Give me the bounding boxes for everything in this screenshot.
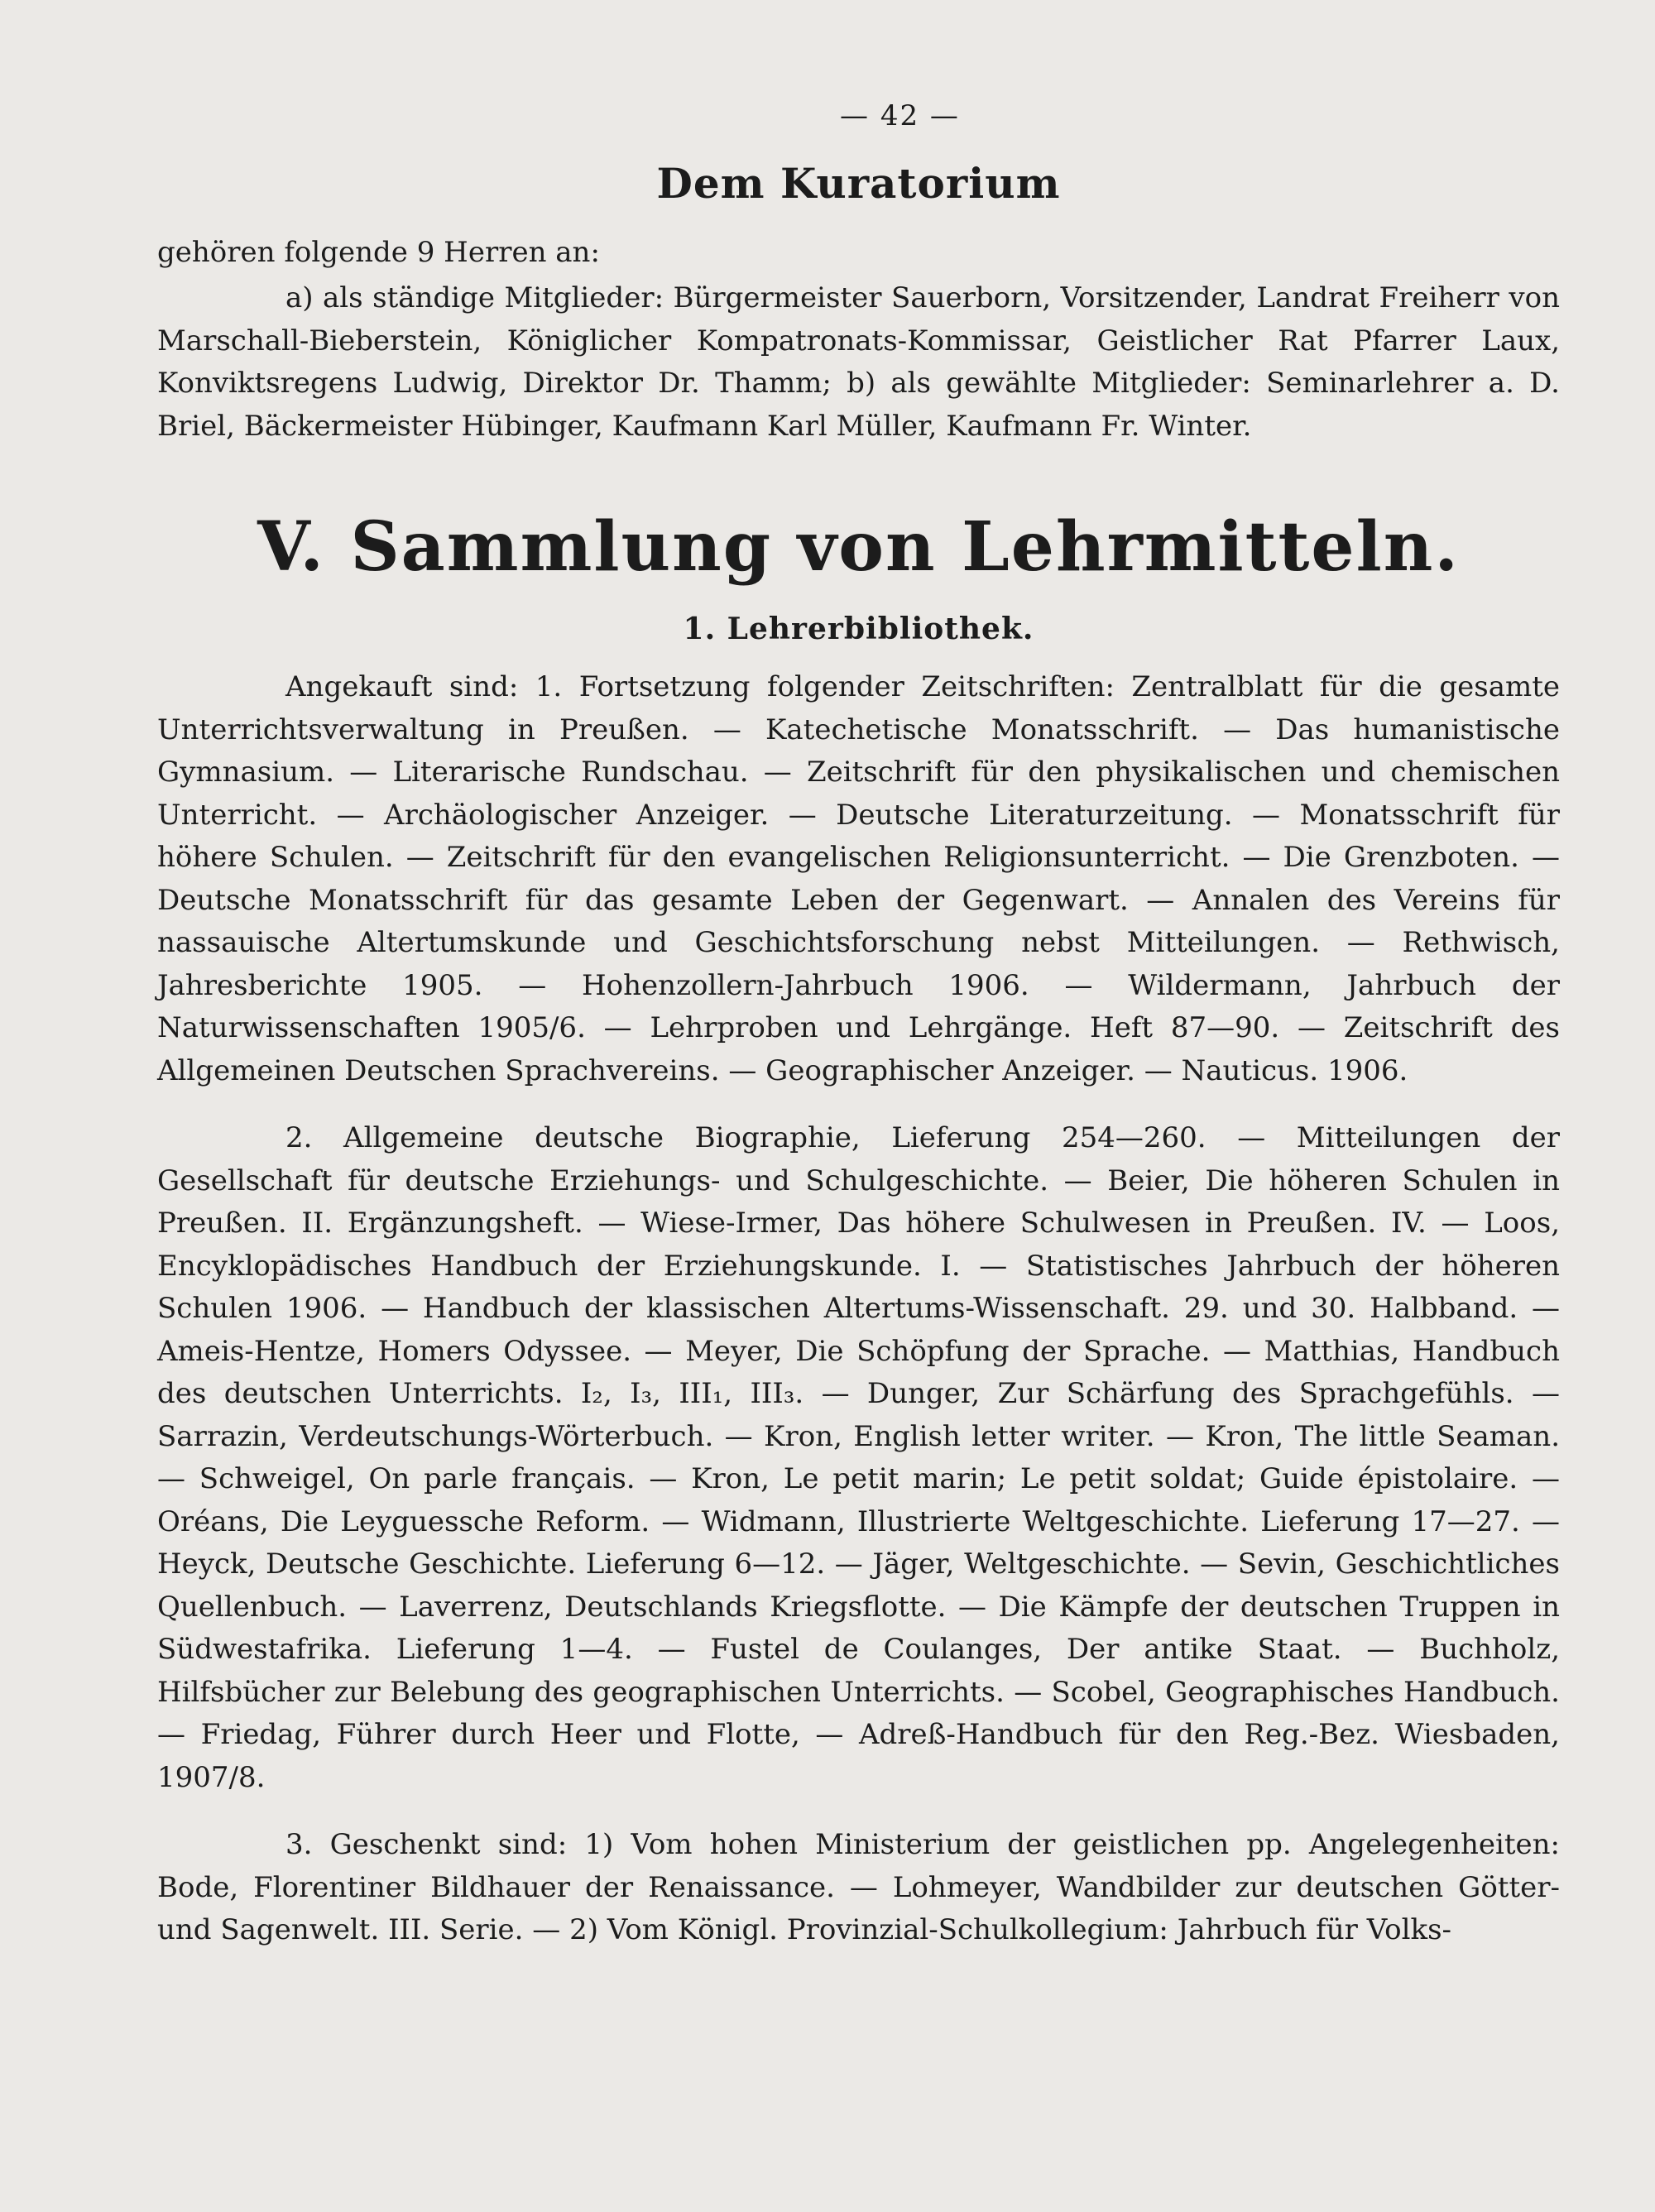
- page-content: [157, 99, 1560, 1952]
- kuratorium-members-paragraph: a) als ständige Mitglieder: Bürgermeister Sauerborn, Vorsitzender, Landrat Freiherr von Marschall-Bieberstein, Königlicher Kompatronats-Kommissar, Geistlicher Rat Pfarrer Laux, Konviktsregens Ludwig, Direktor Dr. Thamm; b) als gewählte Mitglieder: Seminarlehrer a. D. Briel, Bäckermeister Hübinger, Kaufmann Karl Müller, Kaufmann Fr. Winter.: [157, 281, 1560, 443]
- purchased-books-paragraph: 2. Allgemeine deutsche Biographie, Lieferung 254—260. — Mitteilungen der Gesellschaft für deutsche Erziehungs- und Schulgeschichte. — Beier, Die höheren Schulen in Preußen. II. Ergänzungsheft. — Wiese-Irmer, Das höhere Schulwesen in Preußen. IV. — Loos, Encyklopädisches Handbuch der Erziehungskunde. I. — Statistisches Jahrbuch der höheren Schulen 1906. — Handbuch der klassischen Altertums-Wissenschaft. 29. und 30. Halbband. — Ameis-Hentze, Homers Odyssee. — Meyer, Die Schöpfung der Sprache. — Matthias, Handbuch des deutschen Unterrichts. I₂, I₃, III₁, III₃. — Dunger, Zur Schärfung des Sprachgefühls. — Sarrazin, Verdeutschungs-Wörterbuch. — Kron, English letter writer. — Kron, The little Seaman. — Schweigel, On parle français. — Kron, Le petit marin; Le petit soldat; Guide épistolaire. — Oréans, Die Leyguessche Reform. — Widmann, Illustrierte Weltgeschichte. Lieferung 17—27. — Heyck, Deutsche Geschichte. Lieferung 6—12. — Jäger, Weltgeschichte. — Sevin, Geschichtliches Quellenbuch. — Laverrenz, Deutschlands Kriegsflotte. — Die Kämpfe der deutschen Truppen in Südwestafrika. Lieferung 1—4. — Fustel de Coulanges, Der antike Staat. — Buchholz, Hilfsbücher zur Belebung des geographischen Unterrichts. — Scobel, Geographisches Handbuch. — Friedag, Führer durch Heer und Flotte, — Adreß-Handbuch für den Reg.-Bez. Wiesbaden, 1907/8.: [157, 1121, 1560, 1794]
- page-number: — 42 —: [840, 99, 960, 132]
- donations-paragraph: 3. Geschenkt sind: 1) Vom hohen Ministerium der geistlichen pp. Angelegenheiten: Bode, Florentiner Bildhauer der Renaissance. — Lohmeyer, Wandbilder zur deutschen Götter- und Sagenwelt. III. Serie. — 2) Vom Königl. Provinzial-Schulkollegium: Jahrbuch für Volks-: [157, 1828, 1560, 1946]
- kuratorium-intro: gehören folgende 9 Herren an:: [157, 236, 600, 269]
- kuratorium-heading: Dem Kuratorium: [656, 159, 1061, 208]
- chapter-heading: V. Sammlung von Lehrmitteln.: [257, 507, 1460, 587]
- purchased-periodicals-paragraph: Angekauft sind: 1. Fortsetzung folgender Zeitschriften: Zentralblatt für die gesamte Unterrichtsverwaltung in Preußen. — Katechetische Monatsschrift. — Das humanistische Gymnasium. — Literarische Rundschau. — Zeitschrift für den physikalischen und chemischen Unterricht. — Archäologischer Anzeiger. — Deutsche Literaturzeitung. — Monatsschrift für höhere Schulen. — Zeitschrift für den evangelischen Religionsunterricht. — Die Grenzboten. — Deutsche Monatsschrift für das gesamte Leben der Gegenwart. — Annalen des Vereins für nassauische Altertumskunde und Geschichtsforschung nebst Mitteilungen. — Rethwisch, Jahresberichte 1905. — Hohenzollern-Jahrbuch 1906. — Wildermann, Jahrbuch der Naturwissenschaften 1905/6. — Lehrproben und Lehrgänge. Heft 87—90. — Zeitschrift des Allgemeinen Deutschen Sprachvereins. — Geographischer Anzeiger. — Nauticus. 1906.: [157, 670, 1560, 1087]
- library-subheading: 1. Lehrerbibliothek.: [683, 612, 1034, 646]
